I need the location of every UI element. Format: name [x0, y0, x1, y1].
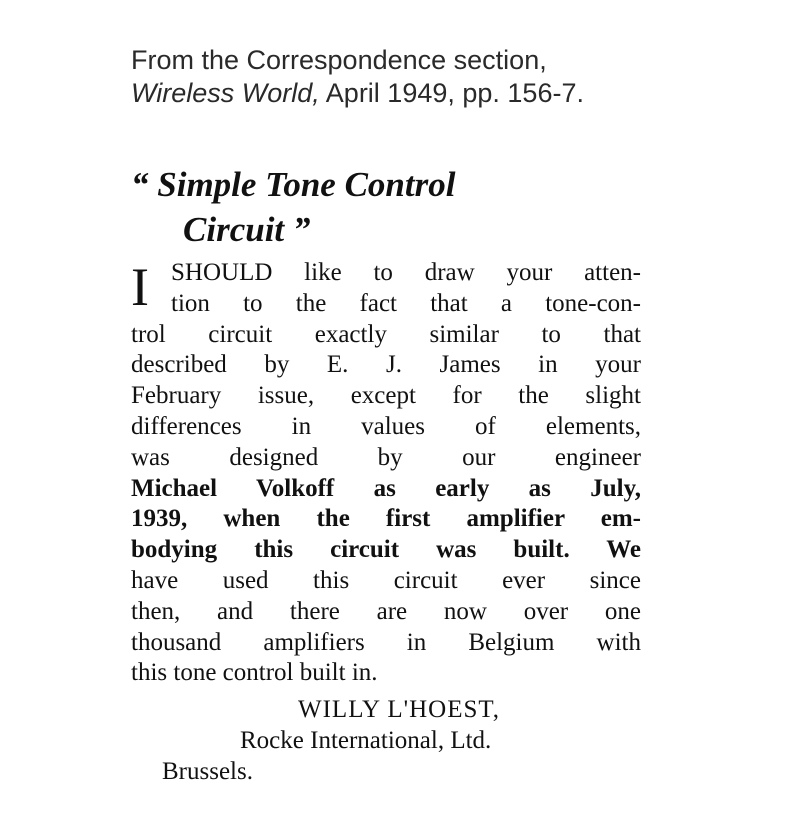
- drop-cap: I: [131, 257, 149, 317]
- letter-body: [131, 258, 641, 689]
- source-line-2: [131, 77, 731, 110]
- source-line-1: From the Correspondence section,: [131, 45, 547, 75]
- letter-line: trol circuit exactly similar to that: [131, 320, 641, 348]
- letter-line: Michael Volkoff as early as July,: [131, 474, 641, 502]
- letter-line: differences in values of elements,: [131, 412, 641, 440]
- heading-line-1: “ Simple Tone Control: [131, 165, 456, 204]
- letter-line: SHOULD like to draw your atten-: [171, 259, 641, 286]
- letter-line: described by E. J. James in your: [131, 351, 641, 379]
- publication-date-pages: April 1949, pp. 156-7.: [319, 78, 584, 108]
- letter-line: was designed by our engineer: [131, 443, 641, 471]
- heading-line-2: Circuit ”: [183, 210, 311, 249]
- letter-line: February issue, except for the slight: [131, 382, 641, 410]
- letter-line: tion to the fact that a tone-con-: [171, 289, 641, 317]
- letter-line: this tone control built in.: [131, 659, 378, 687]
- source-citation: [131, 44, 731, 110]
- letter-line: bodying this circuit was built. We: [131, 536, 641, 564]
- letter-line: thousand amplifiers in Belgium with: [131, 628, 641, 656]
- letter-heading: [131, 162, 691, 252]
- signature-city: Brussels.: [162, 758, 253, 785]
- publication-title: Wireless World,: [131, 78, 320, 108]
- letter-line: have used this circuit ever since: [131, 566, 641, 594]
- signature-company: Rocke International, Ltd.: [240, 727, 492, 754]
- letter-line: then, and there are now over one: [131, 597, 641, 625]
- signature-name: WILLY L'HOEST,: [298, 696, 501, 723]
- letter-line: 1939, when the first amplifier em-: [131, 505, 641, 533]
